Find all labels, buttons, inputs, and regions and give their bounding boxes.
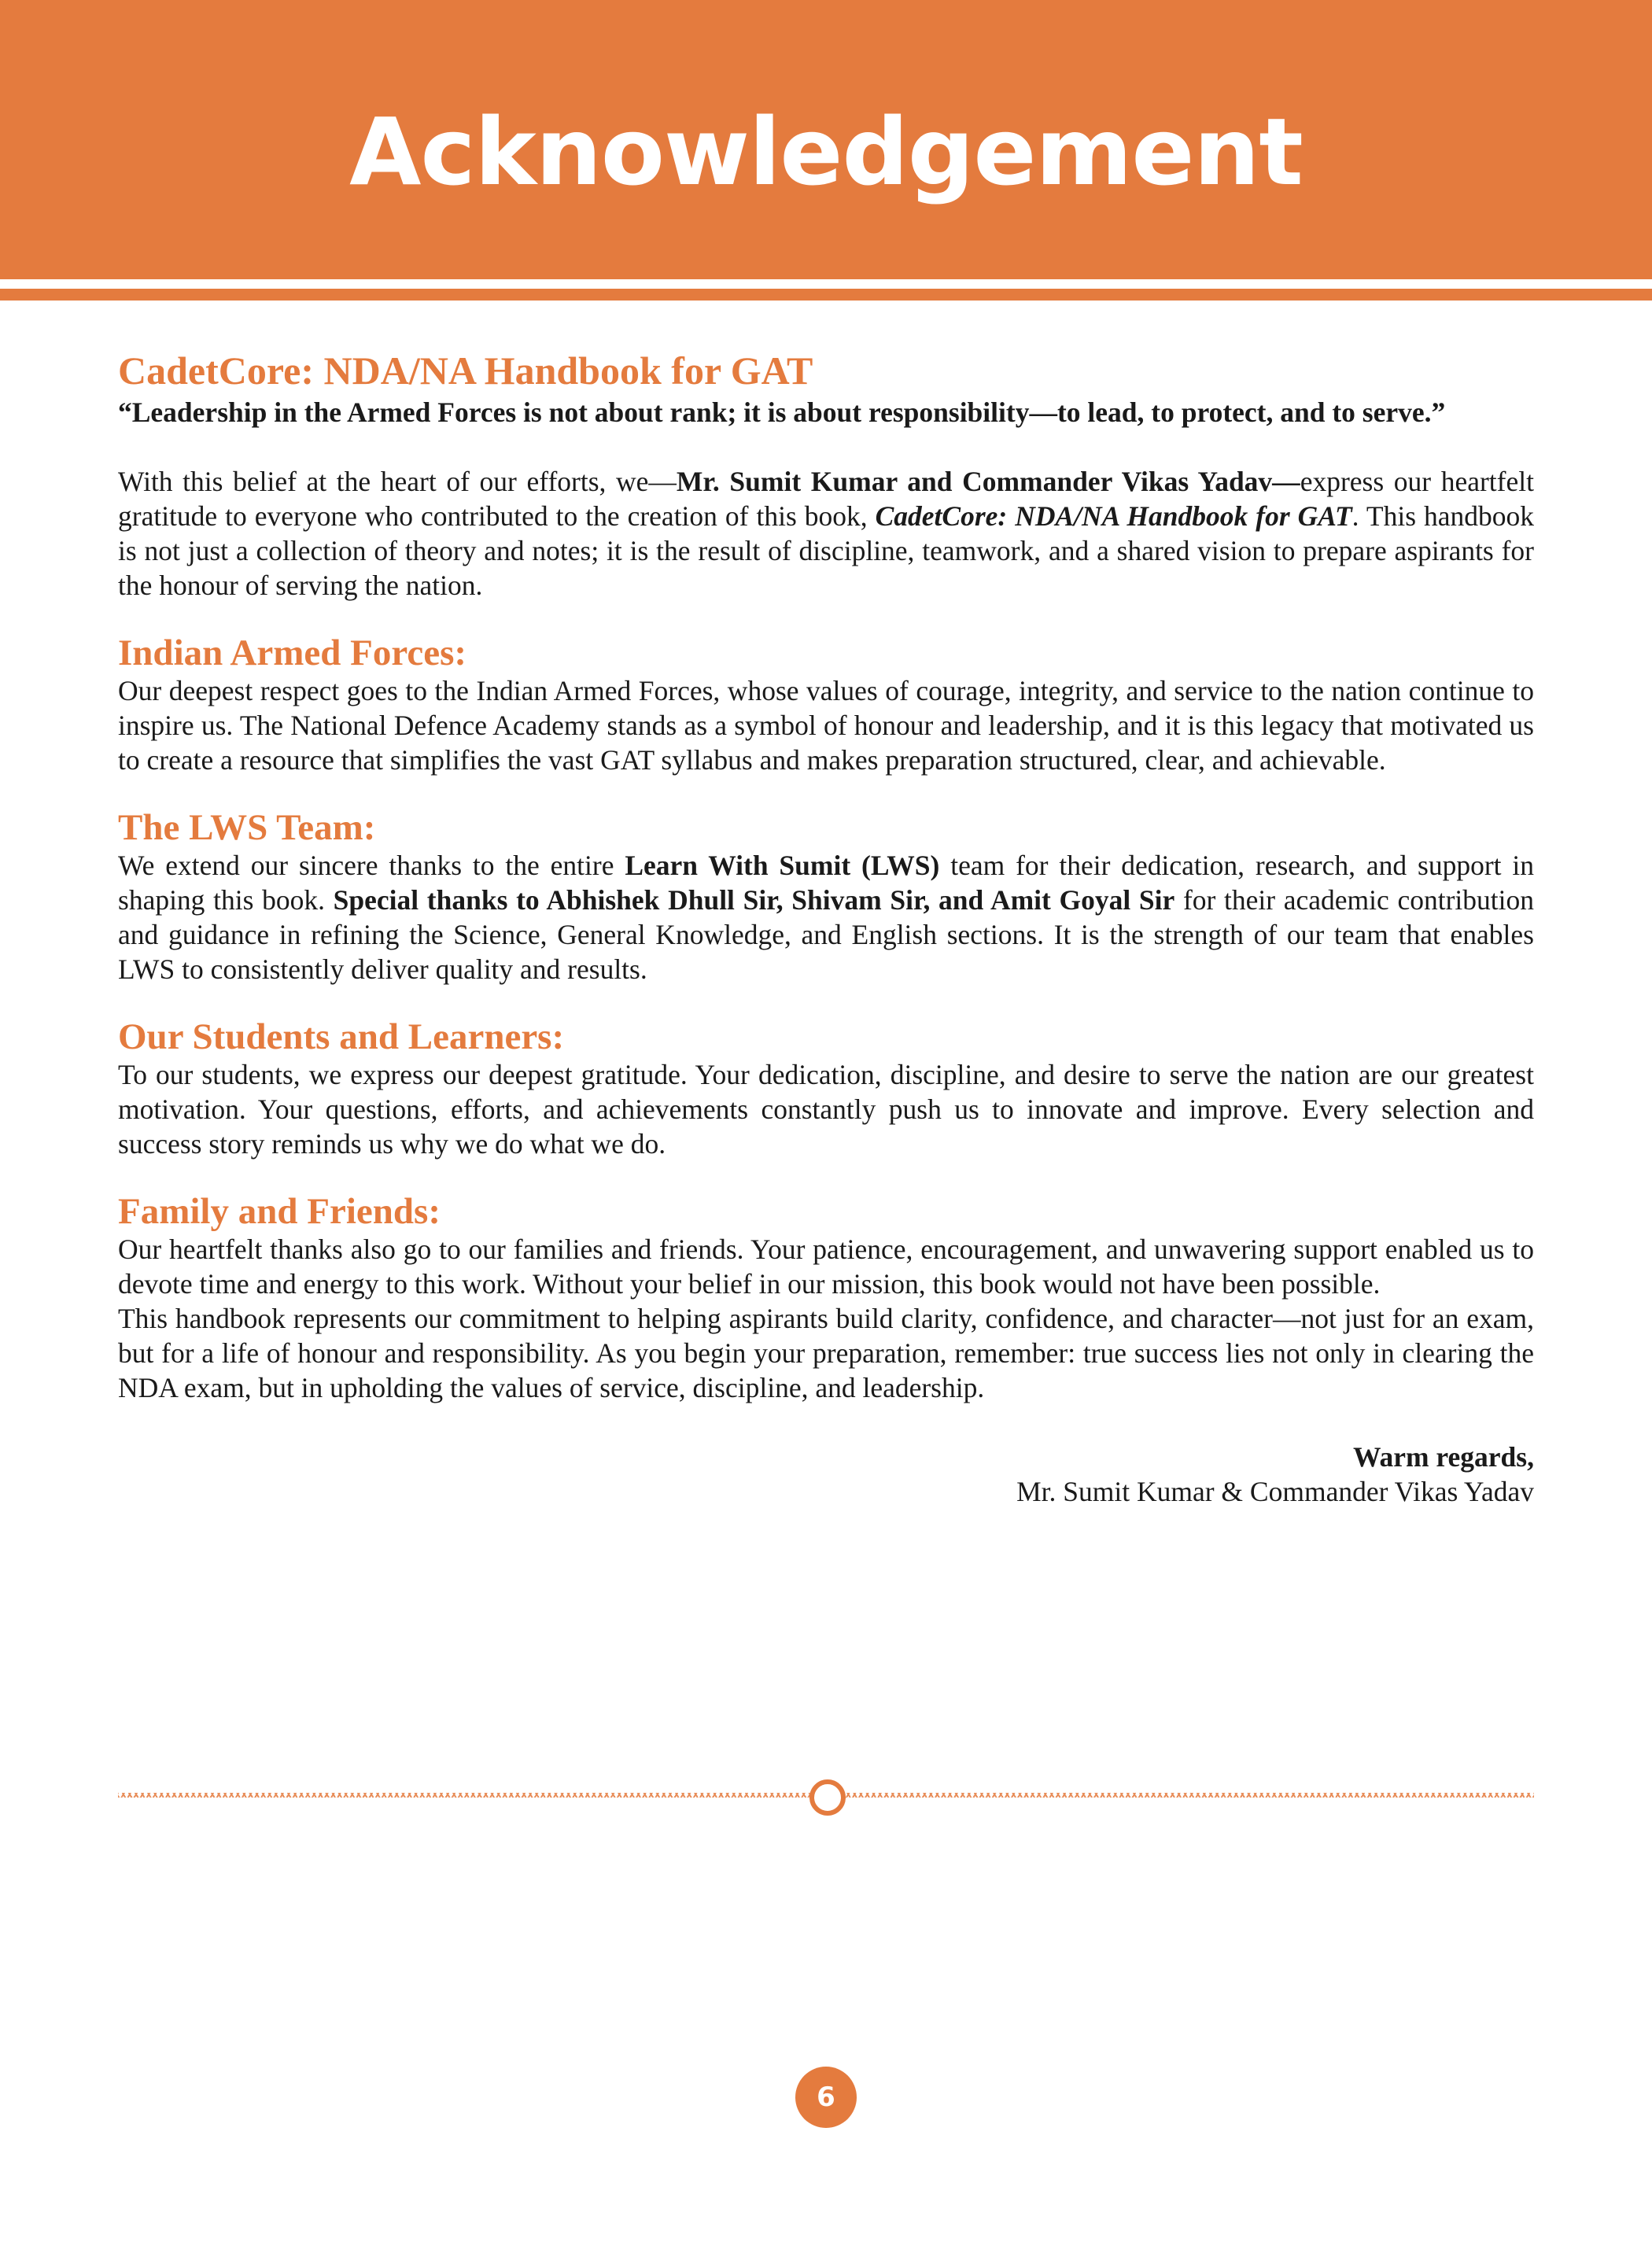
book-title: CadetCore: NDA/NA Handbook for GAT: [118, 348, 813, 393]
section-text-lws-team: [118, 848, 1534, 986]
lws-bold-a: Learn With Sumit (LWS): [625, 850, 940, 881]
page-number-badge: 6: [795, 2067, 857, 2128]
intro-book-title: CadetCore: NDA/NA Handbook for GAT: [875, 500, 1352, 532]
intro-text-1: With this belief at the heart of our efforts, we—: [118, 466, 677, 497]
section-heading-students: Our Students and Learners:: [118, 1016, 565, 1057]
signoff-names: Mr. Sumit Kumar & Commander Vikas Yadav: [1016, 1476, 1534, 1507]
lws-bold-b: Special thanks to Abhishek Dhull Sir, Shivam Sir, and Amit Goyal Sir: [333, 884, 1175, 916]
intro-text-2: express our heartfelt gratitude to everyone who contributed to the creation of this book,: [118, 466, 1534, 532]
page-content: [118, 346, 1534, 1509]
lws-text-c: for their academic contribution and guidance in refining the Science, General Knowledge, and English sections. It is the strength of our team that enables LWS to consistently deliver quality and results.: [118, 884, 1534, 985]
intro-authors: Mr. Sumit Kumar and Commander Vikas Yadav—: [676, 466, 1300, 497]
leadership-quote: “Leadership in the Armed Forces is not about rank; it is about responsibility—to lead, to protect, and to serve.”: [118, 396, 1446, 428]
section-text-family: Our heartfelt thanks also go to our families and friends. Your patience, encouragement, and unwavering support enabled us to devote time and energy to this work. Without your belief in our mission, this book would not have been possible.: [118, 1233, 1534, 1300]
lws-text-a: We extend our sincere thanks to the entire: [118, 850, 625, 881]
page-title: Acknowledgement: [349, 98, 1303, 206]
section-text-students: To our students, we express our deepest gratitude. Your dedication, discipline, and desire to serve the nation are our greatest motivation. Your questions, efforts, and achievements constantly push us to innovate and improve. Every selection and success story reminds us why we do what we do.: [118, 1059, 1534, 1160]
signoff-closing: Warm regards,: [1352, 1441, 1534, 1473]
section-heading-lws-team: The LWS Team:: [118, 807, 376, 848]
signoff-block: [118, 1440, 1534, 1509]
closing-paragraph: This handbook represents our commitment to helping aspirants build clarity, confidence, and character—not just for an exam, but for a life of honour and responsibility. As you begin your preparation, remember: true success lies not only in clearing the NDA exam, but in upholding the values of service, discipline, and leadership.: [118, 1303, 1534, 1403]
lws-text-b: team for their dedication, research, and support in shaping this book.: [118, 850, 1534, 916]
intro-paragraph: [118, 464, 1534, 603]
divider-circle-icon: [809, 1779, 846, 1816]
ornamental-divider: [118, 1784, 1534, 1806]
intro-text-3: . This handbook is not just a collection of theory and notes; it is the result of discipline, teamwork, and a shared vision to prepare aspirants for the honour of serving the nation.: [118, 500, 1535, 601]
section-heading-family: Family and Friends:: [118, 1191, 441, 1232]
section-heading-armed-forces: Indian Armed Forces:: [118, 632, 467, 673]
header-rule: [0, 289, 1652, 301]
section-text-armed-forces: Our deepest respect goes to the Indian Armed Forces, whose values of courage, integrity, and service to the nation continue to inspire us. The National Defence Academy stands as a symbol of honour and leadership, and it is this legacy that motivated us to create a resource that simplifies the vast GAT syllabus and makes preparation structured, clear, and achievable.: [118, 675, 1534, 776]
